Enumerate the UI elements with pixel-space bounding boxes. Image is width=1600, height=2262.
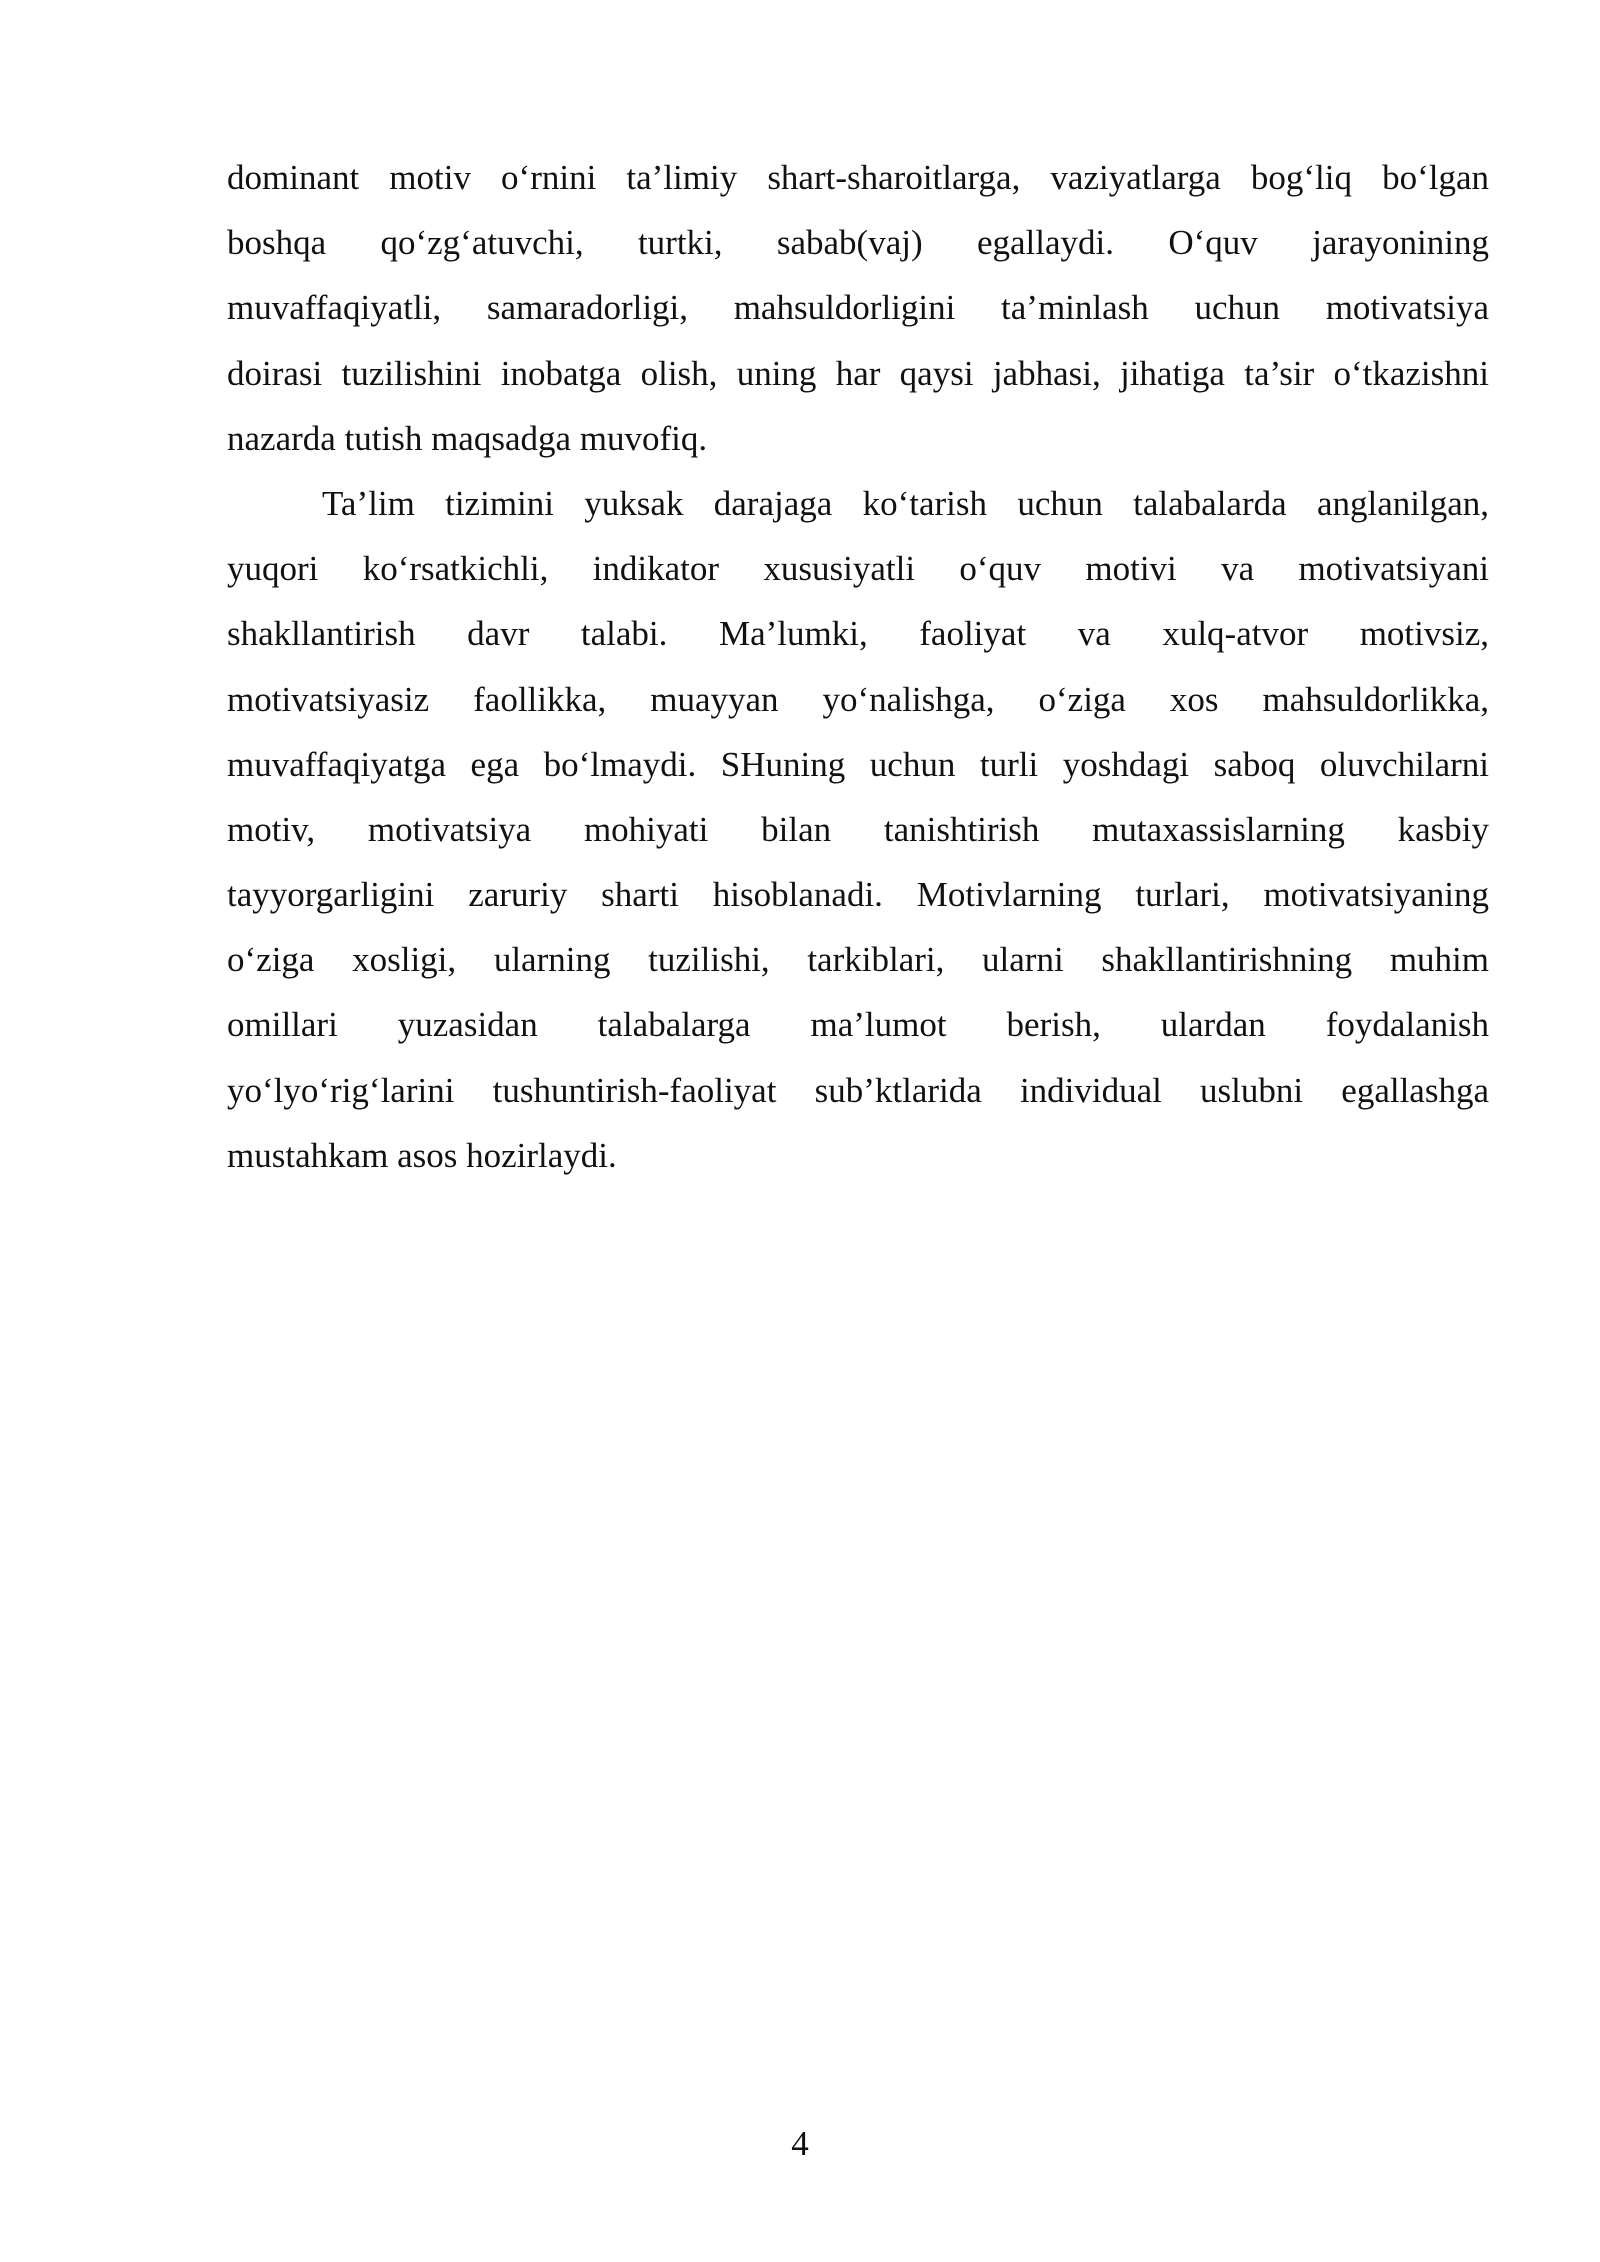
text-line: Ta’lim tizimini yuksak darajaga ko‘tarish uchun talabalarda anglanilgan, (322, 483, 1489, 523)
text-line: boshqa qo‘zg‘atuvchi, turtki, sabab(vaj) egallaydi. O‘quv jarayonining (227, 223, 1489, 263)
page-number: 4 (791, 2124, 809, 2163)
text-line: mustahkam asos hozirlaydi. (227, 1135, 617, 1175)
text-line: dominant motiv o‘rnini ta’limiy shart-sharoitlarga, vaziyatlarga bog‘liq bo‘lgan (227, 158, 1489, 197)
paragraph-2 (227, 471, 1489, 1188)
text-line: nazarda tutish maqsadga muvofiq. (227, 418, 708, 458)
text-line: motivatsiyasiz faollikka, muayyan yo‘nalishga, o‘ziga xos mahsuldorlikka, (227, 679, 1489, 719)
text-line: doirasi tuzilishini inobatga olish, uning har qaysi jabhasi, jihatiga ta’sir o‘tkazishni (227, 353, 1489, 393)
text-line: muvaffaqiyatli, samaradorligi, mahsuldorligini ta’minlash uchun motivatsiya (227, 288, 1489, 328)
text-line: yuqori ko‘rsatkichli, indikator xususiyatli o‘quv motivi va motivatsiyani (227, 549, 1489, 589)
body-text (227, 145, 1489, 1188)
text-line: muvaffaqiyatga ega bo‘lmaydi. SHuning uchun turli yoshdagi saboq oluvchilarni (227, 744, 1489, 784)
text-line: motiv, motivatsiya mohiyati bilan tanishtirish mutaxassislarning kasbiy (227, 809, 1489, 849)
text-line: shakllantirish davr talabi. Ma’lumki, faoliyat va xulq-atvor motivsiz, (227, 614, 1489, 654)
text-line: tayyorgarligini zaruriy sharti hisoblanadi. Motivlarning turlari, motivatsiyaning (227, 875, 1489, 915)
paragraph-1 (227, 145, 1489, 471)
text-line: yo‘lyo‘rig‘larini tushuntirish-faoliyat sub’ktlarida individual uslubni egallashga (227, 1070, 1489, 1110)
text-line: o‘ziga xosligi, ularning tuzilishi, tarkiblari, ularni shakllantirishning muhim (227, 940, 1489, 980)
text-line: omillari yuzasidan talabalarga ma’lumot berish, ulardan foydalanish (227, 1005, 1489, 1045)
